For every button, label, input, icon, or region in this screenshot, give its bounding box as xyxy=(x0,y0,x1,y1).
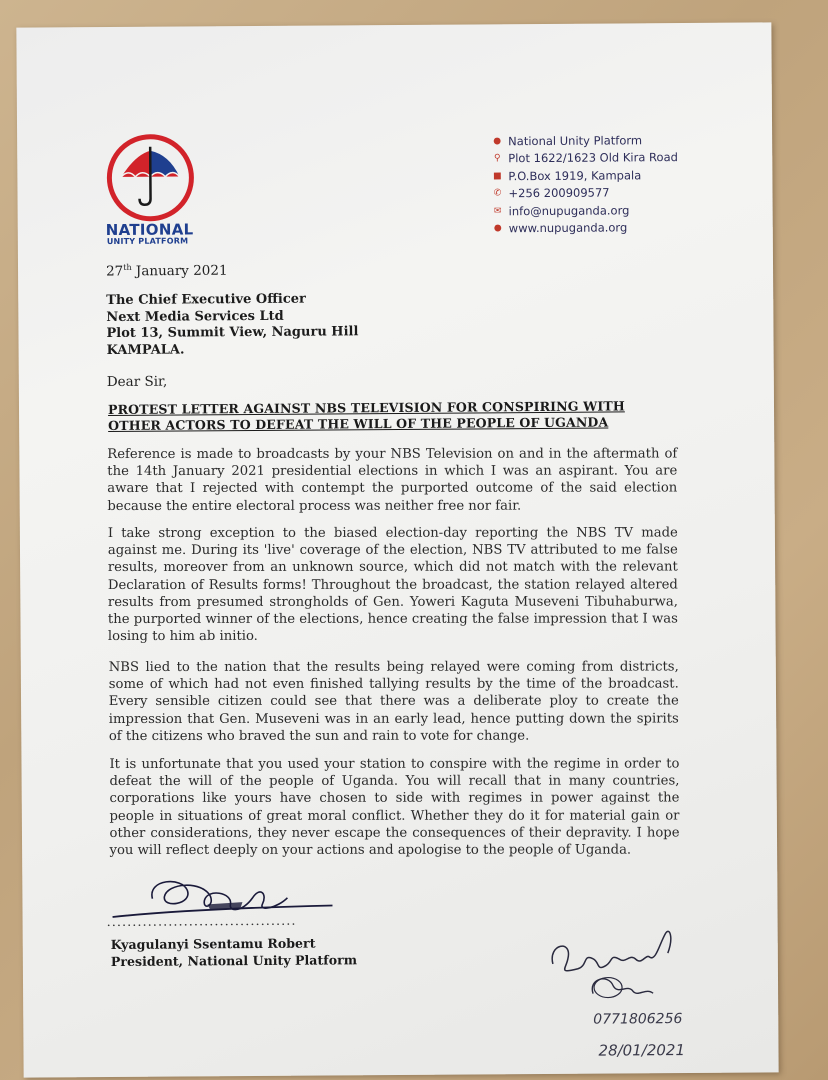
body-paragraph-1: Reference is made to broadcasts by your NBS Television on and in the aftermath of the 14th January 2021 presidential elections in which I was an aspirant. You are aware that I rejected with contempt the purported outcome of the said election because the entire electoral process was neither free nor fair. xyxy=(107,446,678,514)
subject-heading xyxy=(108,398,678,434)
contact-row xyxy=(493,219,679,238)
contact-pobox: P.O.Box 1919, Kampala xyxy=(508,168,642,183)
date-suffix: th xyxy=(123,262,132,272)
org-subtitle: UNITY PLATFORM xyxy=(106,236,189,247)
contact-row xyxy=(492,184,678,203)
contact-row xyxy=(492,149,678,168)
signer-block xyxy=(111,934,357,970)
location-pin-icon: ⚲ xyxy=(493,153,501,164)
contact-website: www.nupuganda.org xyxy=(508,220,628,236)
addressee-line: The Chief Executive Officer xyxy=(106,291,306,309)
date-day: 27 xyxy=(105,263,124,280)
letter-date xyxy=(106,262,228,279)
envelope-icon: ✉ xyxy=(493,206,502,217)
body-paragraph-4: It is unfortunate that you used your station to conspire with the regime in order to defeat the will of the people of Uganda. You will recall that in many countries, corporations like yours have chosen to side with regimes in power against the people in situations of great moral conflict. Whether they do it for material gain or other considerations, they never escape the consequences of their depravity. I hope you will reflect deeply on your actions and apologise to the people of Uganda. xyxy=(109,756,680,859)
contact-email: info@nupuganda.org xyxy=(508,203,630,218)
date-rest: January 2021 xyxy=(131,262,228,280)
contact-row xyxy=(492,166,678,185)
received-stamp-handwritten xyxy=(538,923,689,1018)
contact-phone: +256 200909577 xyxy=(508,185,610,201)
contact-list xyxy=(492,131,678,237)
nup-logo xyxy=(105,132,196,223)
subject-line: PROTEST LETTER AGAINST NBS TELEVISION FOR CONSPIRING WITH xyxy=(107,398,625,418)
contact-address: Plot 1622/1623 Old Kira Road xyxy=(508,150,678,166)
salutation: Dear Sir, xyxy=(106,373,168,391)
globe-icon: ● xyxy=(493,136,502,147)
received-scribble-icon xyxy=(538,923,689,1014)
signature-line: ..................................... xyxy=(106,913,297,931)
signer-title: President, National Unity Platform xyxy=(110,952,358,970)
contact-org: National Unity Platform xyxy=(508,133,643,148)
phone-icon: ✆ xyxy=(493,188,502,199)
handwritten-phone: 0771806256 xyxy=(593,1011,683,1028)
umbrella-logo-icon xyxy=(105,132,196,223)
addressee-line: Next Media Services Ltd xyxy=(106,308,284,325)
body-paragraph-2: I take strong exception to the biased election-day reporting the NBS TV made against me. During its 'live' coverage of the election, NBS TV attributed to me false results, moreover from an unknown source, which did not match with the relevant Declaration of Results forms! Throughout the broadcast, the station relayed altered results from presumed strongholds of Gen. Yoweri Kaguta Museveni Tibuhaburwa, the purported winner of the elections, hence creating the false impression that I was losing to him ab initio. xyxy=(107,525,678,645)
letter-page xyxy=(16,22,778,1077)
addressee-block xyxy=(106,291,358,359)
subject-line: OTHER ACTORS TO DEFEAT THE WILL OF THE PEOPLE OF UGANDA xyxy=(108,414,609,434)
addressee-line: KAMPALA. xyxy=(106,341,185,358)
org-name: NATIONAL xyxy=(105,220,194,240)
web-icon: ● xyxy=(493,223,502,234)
mailbox-icon: ■ xyxy=(493,171,502,182)
contact-row xyxy=(492,131,678,150)
addressee-line: Plot 13, Summit View, Naguru Hill xyxy=(106,324,359,342)
body-paragraph-3: NBS lied to the nation that the results being relayed were coming from districts, some of which had not even finished tallying results by the time of the broadcast. Every sensible citizen could see that there was a deliberate ploy to create the impression that Gen. Museveni was in an early lead, hence putting down the spirits of the citizens who braved the sun and rain to vote for change. xyxy=(108,659,679,744)
contact-row xyxy=(493,201,679,220)
signer-name: Kyagulanyi Ssentamu Robert xyxy=(110,935,316,953)
handwritten-date: 28/01/2021 xyxy=(598,1041,686,1060)
